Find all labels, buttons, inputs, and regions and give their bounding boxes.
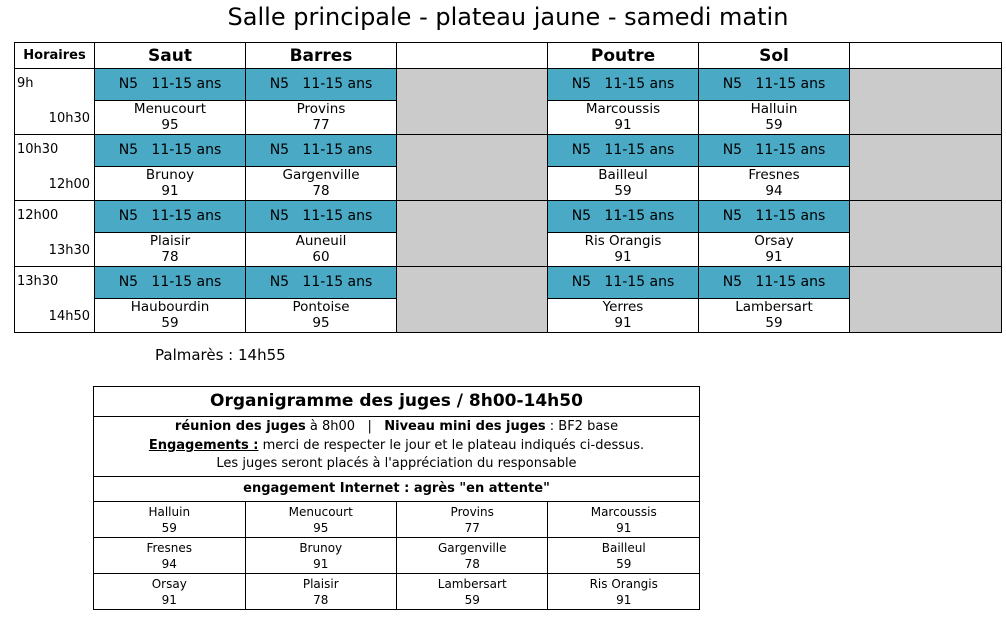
judge-club-number: 77 xyxy=(464,520,480,535)
judges-row xyxy=(94,574,699,610)
judge-club-name: Bailleul xyxy=(601,540,646,555)
rotation-cell xyxy=(246,201,397,267)
club-number: 78 xyxy=(312,183,330,199)
header-horaires: Horaires xyxy=(15,43,95,69)
club-entry xyxy=(548,101,698,134)
judge-club-cell xyxy=(245,538,396,574)
rotation-cell xyxy=(246,267,397,333)
level-label: N5 11-15 ans xyxy=(95,267,245,299)
judges-row xyxy=(94,538,699,574)
level-label: N5 11-15 ans xyxy=(246,135,396,167)
judge-club-cell xyxy=(396,538,547,574)
level-label: N5 11-15 ans xyxy=(246,267,396,299)
club-entry xyxy=(246,299,396,332)
club-number: 91 xyxy=(161,183,179,199)
judge-club-name: Lambersart xyxy=(437,576,507,591)
slot-start: 10h30 xyxy=(17,142,59,157)
rotation-cell xyxy=(548,69,699,135)
header-empty-1 xyxy=(397,43,548,69)
judge-club-name: Plaisir xyxy=(302,576,339,591)
empty-cell xyxy=(850,135,1002,201)
club-entry xyxy=(699,101,849,134)
judge-club-number: 94 xyxy=(161,556,177,571)
empty-cell xyxy=(850,267,1002,333)
engagements-text: merci de respecter le jour et le plateau indiqués ci-dessus. xyxy=(258,437,645,453)
rotation-cell xyxy=(95,135,246,201)
club-name: Provins xyxy=(296,101,346,117)
judge-club-name: Provins xyxy=(450,504,494,519)
slot-start: 12h00 xyxy=(17,208,59,223)
niveau-value: : BF2 base xyxy=(545,419,619,434)
engagements-line xyxy=(94,437,699,456)
club-entry xyxy=(95,233,245,266)
judge-club-number: 78 xyxy=(464,556,480,571)
judge-club-name: Gargenville xyxy=(437,540,507,555)
club-entry xyxy=(246,101,396,134)
club-number: 91 xyxy=(614,315,632,331)
club-number: 78 xyxy=(161,249,179,265)
judge-club-cell xyxy=(396,502,547,538)
judge-club-name: Menucourt xyxy=(288,504,353,519)
header-barres: Barres xyxy=(246,43,397,69)
empty-cell xyxy=(850,69,1002,135)
level-label: N5 11-15 ans xyxy=(699,267,849,299)
header-saut: Saut xyxy=(95,43,246,69)
club-name: Haubourdin xyxy=(130,299,210,315)
judge-club-cell xyxy=(396,574,547,610)
judge-club-name: Brunoy xyxy=(299,540,343,555)
club-entry xyxy=(548,233,698,266)
judge-club-cell xyxy=(94,538,245,574)
judge-club-number: 59 xyxy=(616,556,632,571)
rotation-cell xyxy=(95,267,246,333)
level-label: N5 11-15 ans xyxy=(548,267,698,299)
slot-end: 13h30 xyxy=(48,243,90,258)
club-name: Gargenville xyxy=(282,167,360,183)
judges-info xyxy=(94,417,699,477)
slot-start: 13h30 xyxy=(17,274,59,289)
level-label: N5 11-15 ans xyxy=(548,135,698,167)
judge-club-number: 91 xyxy=(313,556,329,571)
judge-club-number: 59 xyxy=(464,592,480,607)
empty-cell xyxy=(397,267,548,333)
club-name: Pontoise xyxy=(292,299,350,315)
club-name: Marcoussis xyxy=(585,101,661,117)
header-sol: Sol xyxy=(699,43,850,69)
reunion-label: réunion des juges xyxy=(174,419,306,434)
club-name: Menucourt xyxy=(133,101,207,117)
slot-end: 12h00 xyxy=(48,177,90,192)
judge-club-number: 91 xyxy=(616,520,632,535)
rotation-cell xyxy=(548,135,699,201)
club-number: 94 xyxy=(765,183,783,199)
judge-club-number: 59 xyxy=(161,520,177,535)
header-poutre: Poutre xyxy=(548,43,699,69)
club-number: 91 xyxy=(614,249,632,265)
rotation-cell xyxy=(699,69,850,135)
rotation-cell xyxy=(699,201,850,267)
club-entry xyxy=(95,101,245,134)
club-number: 60 xyxy=(312,249,330,265)
club-name: Halluin xyxy=(750,101,798,117)
club-name: Fresnes xyxy=(748,167,800,183)
placement-text: Les juges seront placés à l'appréciation du responsable xyxy=(216,456,577,471)
judge-club-number: 95 xyxy=(313,520,329,535)
level-label: N5 11-15 ans xyxy=(246,69,396,101)
schedule-row xyxy=(15,69,1002,135)
schedule-row xyxy=(15,135,1002,201)
judge-club-cell xyxy=(245,502,396,538)
club-name: Plaisir xyxy=(149,233,191,249)
rotation-cell xyxy=(699,135,850,201)
judge-club-cell xyxy=(94,574,245,610)
rotation-cell xyxy=(246,135,397,201)
schedule-row xyxy=(15,201,1002,267)
club-number: 59 xyxy=(161,315,179,331)
club-name: Lambersart xyxy=(735,299,813,315)
rotation-cell xyxy=(699,267,850,333)
club-entry xyxy=(95,299,245,332)
rotation-cell xyxy=(95,69,246,135)
club-number: 59 xyxy=(765,117,783,133)
judge-club-number: 91 xyxy=(161,592,177,607)
judge-club-name: Halluin xyxy=(148,504,191,519)
club-entry xyxy=(699,299,849,332)
club-name: Ris Orangis xyxy=(584,233,662,249)
rotation-cell xyxy=(95,201,246,267)
time-slot xyxy=(15,135,95,201)
judges-meeting-line xyxy=(94,418,699,437)
judge-club-cell xyxy=(94,502,245,538)
reunion-value: à 8h00 | xyxy=(305,419,385,434)
empty-cell xyxy=(397,201,548,267)
judge-club-number: 78 xyxy=(313,592,329,607)
engagements-label: Engagements : xyxy=(148,437,259,453)
club-entry xyxy=(246,233,396,266)
judge-club-cell xyxy=(548,502,699,538)
club-number: 91 xyxy=(614,117,632,133)
rotation-cell xyxy=(548,201,699,267)
niveau-label: Niveau mini des juges xyxy=(384,419,546,434)
club-number: 91 xyxy=(765,249,783,265)
time-slot xyxy=(15,69,95,135)
header-empty-2 xyxy=(850,43,1002,69)
club-name: Brunoy xyxy=(145,167,195,183)
club-number: 77 xyxy=(312,117,330,133)
judge-club-name: Marcoussis xyxy=(590,504,657,519)
club-name: Bailleul xyxy=(598,167,648,183)
club-number: 95 xyxy=(161,117,179,133)
club-number: 59 xyxy=(614,183,632,199)
level-label: N5 11-15 ans xyxy=(548,201,698,233)
schedule-table xyxy=(14,42,1002,333)
time-slot xyxy=(15,267,95,333)
judge-club-name: Orsay xyxy=(151,576,187,591)
judges-row xyxy=(94,502,699,538)
schedule-row xyxy=(15,267,1002,333)
slot-end: 10h30 xyxy=(48,111,90,126)
internet-engagement: engagement Internet : agrès "en attente" xyxy=(94,477,699,502)
club-name: Auneuil xyxy=(295,233,347,249)
judge-club-name: Ris Orangis xyxy=(589,576,658,591)
rotation-cell xyxy=(246,69,397,135)
time-slot xyxy=(15,201,95,267)
palmares-time: Palmarès : 14h55 xyxy=(155,346,286,364)
club-name: Orsay xyxy=(754,233,794,249)
club-entry xyxy=(699,167,849,200)
level-label: N5 11-15 ans xyxy=(699,201,849,233)
club-entry xyxy=(548,167,698,200)
judge-club-name: Fresnes xyxy=(146,540,193,555)
level-label: N5 11-15 ans xyxy=(246,201,396,233)
judge-club-number: 91 xyxy=(616,592,632,607)
judges-grid xyxy=(94,502,699,609)
empty-cell xyxy=(850,201,1002,267)
club-entry xyxy=(699,233,849,266)
rotation-cell xyxy=(548,267,699,333)
level-label: N5 11-15 ans xyxy=(95,135,245,167)
empty-cell xyxy=(397,135,548,201)
club-entry xyxy=(95,167,245,200)
level-label: N5 11-15 ans xyxy=(548,69,698,101)
level-label: N5 11-15 ans xyxy=(699,69,849,101)
level-label: N5 11-15 ans xyxy=(95,201,245,233)
judge-club-cell xyxy=(548,538,699,574)
judges-title: Organigramme des juges / 8h00-14h50 xyxy=(94,387,699,417)
level-label: N5 11-15 ans xyxy=(699,135,849,167)
judge-club-cell xyxy=(245,574,396,610)
judges-organigram xyxy=(93,386,700,610)
page-title: Salle principale - plateau jaune - samedi matin xyxy=(227,3,789,31)
slot-end: 14h50 xyxy=(48,309,90,324)
empty-cell xyxy=(397,69,548,135)
club-entry xyxy=(548,299,698,332)
club-name: Yerres xyxy=(602,299,644,315)
level-label: N5 11-15 ans xyxy=(95,69,245,101)
club-number: 59 xyxy=(765,315,783,331)
slot-start: 9h xyxy=(17,76,34,91)
club-number: 95 xyxy=(312,315,330,331)
club-entry xyxy=(246,167,396,200)
judge-club-cell xyxy=(548,574,699,610)
